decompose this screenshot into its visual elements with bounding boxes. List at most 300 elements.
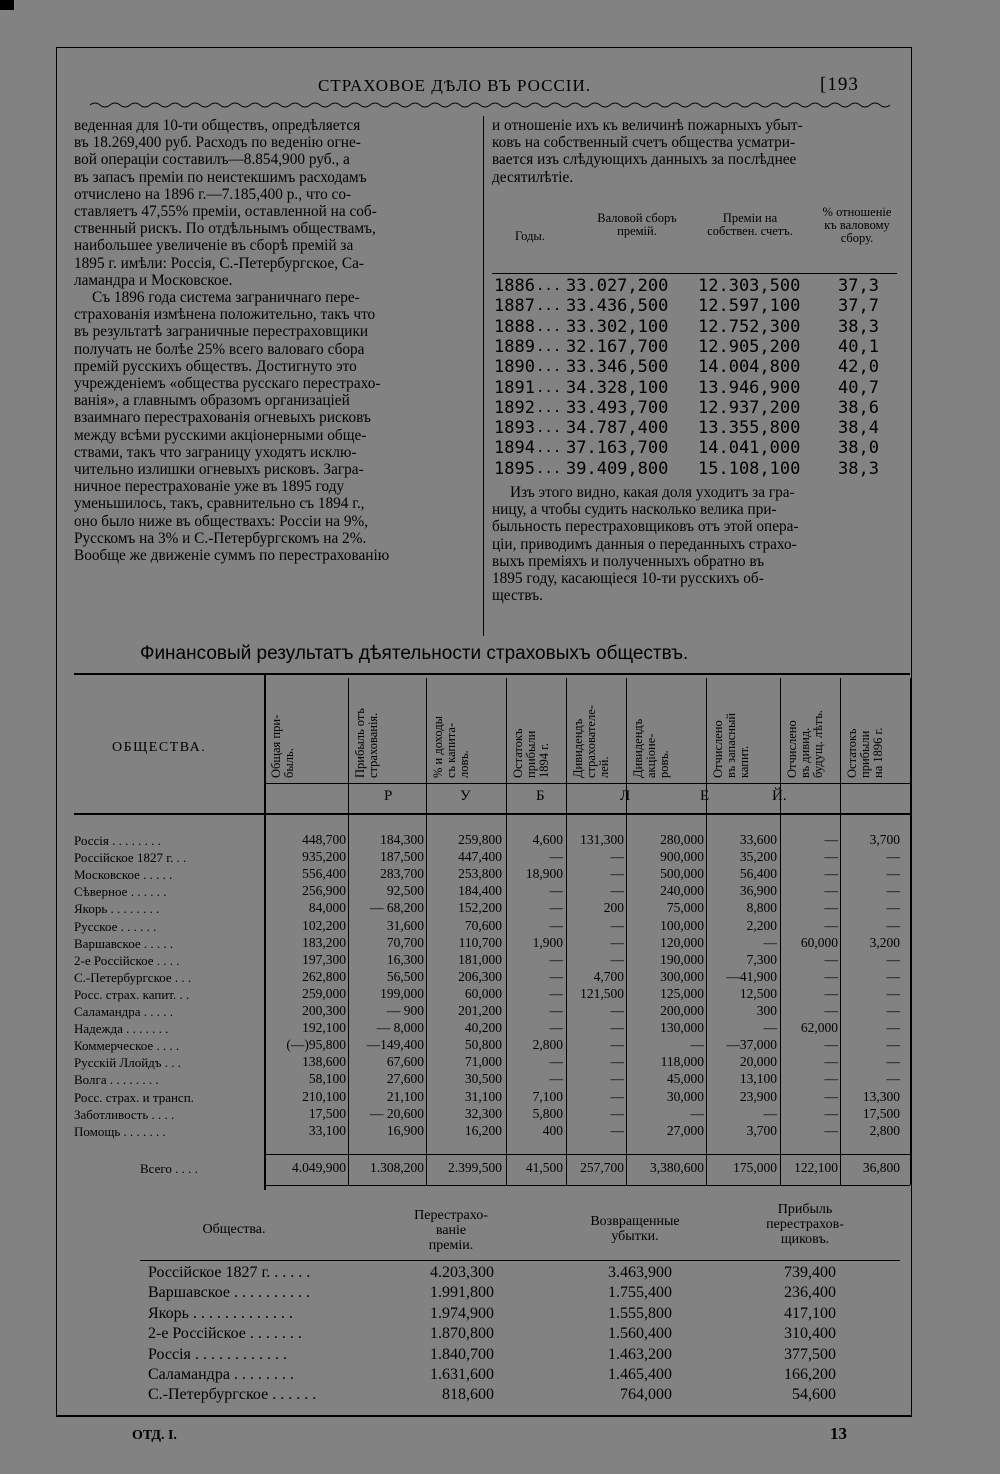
fin-cell: — 900 [386,1003,424,1018]
text-line: десятилѣтіе. [492,168,574,186]
fin-col-rule [910,678,911,1185]
fin-cell: 70,700 [386,934,424,950]
text-line: ществъ. [492,587,543,605]
gross-cell: 33.027,200 [566,276,669,296]
reins-cell: 166,200 [784,1366,836,1383]
fin-cell: 40,200 [464,1020,502,1036]
fin-cell: 200 [603,900,624,916]
text-line: наибольшее увеличеніе въ сборѣ премій за [74,237,354,255]
fin-header-bottom-rule [74,813,910,815]
reins-cell: 54,600 [792,1386,836,1404]
fin-cell: 199,000 [380,985,424,1001]
fin-cell: — 68,200 [370,900,424,916]
fin-col-header: Отчислено въ дивид. будущ. лѣтъ. [785,710,825,778]
footer-section-mark: ОТД. I. [132,1428,177,1443]
fin-cell: 70,600 [464,917,502,933]
years-header-year: Годы. [515,229,545,243]
fin-cell: 50,800 [464,1037,502,1053]
years-header-rule [492,273,897,274]
society-name: Росс. страх. и трансп. [74,1089,194,1105]
fin-cell: 500,000 [660,866,704,882]
society-name: Надежда . . . . . . . [74,1021,169,1037]
years-row [494,459,894,479]
fin-cell: — [824,1071,838,1087]
fin-cell: —149,400 [366,1037,424,1053]
fin-cell: 110,700 [458,934,502,950]
text-line: въ результатѣ заграничные перестраховщики [74,323,369,341]
fin-total-bottom-rule [264,1185,910,1186]
fin-cell: 27,000 [666,1122,704,1138]
fin-cell: 41,500 [525,1160,563,1175]
fin-cell: 181,000 [458,951,502,967]
fin-cell: 300,000 [660,968,704,984]
pct-cell: 38,3 [838,316,879,337]
fin-cell: — [610,849,624,865]
text-line: 1895 году, касающіеся 10-ти русскихъ об- [492,570,764,588]
own-cell: 12.752,300 [698,316,801,337]
fin-cell: 16,300 [386,951,424,967]
pct-cell: 40,1 [838,336,879,357]
fin-col-header: Прибыль отъ страхованія. [353,708,380,778]
unit-letter: Б [536,788,545,804]
fin-col-header: Отчислено въ запасный капит. [711,712,751,778]
fin-cell: 197,300 [302,951,346,967]
fin-cell: 3,380,600 [650,1160,704,1175]
fin-cell: — [824,849,838,865]
fin-cell: 2,200 [746,917,777,933]
year-cell: 1887 [494,296,535,317]
fin-cell: 18,900 [525,866,563,882]
page-number: [193 [820,74,859,95]
text-line: учрежденіемъ «общества русскаго перестрахо- [74,375,381,393]
gross-cell: 37.163,700 [566,438,669,459]
reins-cell: 1.463,200 [608,1345,672,1363]
left-text-column [74,117,474,564]
pct-cell: 38,0 [838,438,879,459]
leader-dots: ... [536,440,562,457]
reins-society: Россійское 1827 г. . . . . . [148,1264,311,1281]
year-cell: 1891 [494,377,535,398]
fin-cell: 2,800 [869,1122,900,1138]
fin-cell: 4,600 [532,832,563,847]
reins-header: Перестрахо- ваніе преміи. [414,1208,488,1253]
fin-cell: 556,400 [302,866,346,882]
fin-col-rule [840,678,841,1185]
fin-cell: 210,100 [302,1088,346,1104]
reins-cell: 1.755,400 [608,1284,672,1302]
text-line: 1895 г. имѣли: Россія, С.-Петербургское, Са- [74,254,365,272]
fin-cell: 200,300 [302,1003,346,1018]
fin-cell: — [824,1088,838,1104]
years-row [494,357,894,377]
years-row [494,276,894,296]
gross-cell: 33.436,500 [566,296,669,317]
fin-cell: — [824,1054,838,1070]
fin-col-rule [348,678,349,1185]
text-line: Изъ этого видно, какая доля уходитъ за гра- [510,484,795,501]
year-cell: 1886 [494,276,535,296]
society-name: Всего . . . . [140,1161,198,1176]
fin-cell: — [824,1122,838,1138]
reins-cell: 417,100 [784,1304,836,1322]
text-line: ственный рискъ. По отдѣльнымъ обществамъ, [74,220,376,238]
fin-cell: 240,000 [660,883,704,899]
reins-cell: 1.631,600 [430,1366,494,1383]
text-line: ціи, приводимъ данныя о переданныхъ страхо- [492,535,797,553]
fin-cell: 56,400 [739,866,777,882]
reins-cell: 1.870,800 [430,1325,494,1343]
header-wavy-rule [90,101,890,109]
reins-society: Якорь . . . . . . . . . . . . . [148,1304,293,1322]
reins-header: Прибыль перестрахов- щиковъ. [766,1202,844,1247]
fin-cell: 2.399,500 [448,1160,502,1175]
text-line: отчислено на 1896 г.—7.185,400 р., что со- [74,185,352,203]
fin-cell: 259,800 [458,832,502,847]
fin-cell: 130,000 [660,1020,704,1036]
society-name: Якорь . . . . . . . . [74,901,160,917]
fin-cell: — [763,934,777,950]
fin-cell: — [610,1071,624,1087]
fin-cell: — [886,968,900,984]
fin-cell: 84,000 [308,900,346,916]
text-line: и отношеніе ихъ къ величинѣ пожарныхъ убыт- [492,117,803,134]
society-name: Россійское 1827 г. . . [74,850,187,866]
fin-table-top-rule [74,673,910,675]
text-line: ванія», а главнымъ образомъ организаціей [74,392,350,410]
society-name: Коммерческое . . . . [74,1038,180,1054]
fin-cell: — [824,1003,838,1018]
fin-cell: — [610,1054,624,1070]
years-row [494,337,894,357]
fin-cell: 122,100 [794,1160,838,1175]
fin-cell: 200,000 [660,1003,704,1018]
fin-cell: 62,000 [800,1020,838,1036]
gross-cell: 39.409,800 [566,458,669,479]
scan-corner-mark [0,0,14,10]
fin-cell: — [610,1037,624,1053]
fin-cell: — [549,849,563,865]
fin-cell: 183,200 [302,934,346,950]
fin-cell: — [610,1122,624,1138]
text-line: ствами, такъ что заграницу уходятъ исклю- [74,443,357,461]
fin-cell: — [549,951,563,967]
text-line: Вообще же движеніе суммъ по перестрахованію [74,547,390,565]
fin-cell: 253,800 [458,866,502,882]
leader-dots: ... [536,359,562,376]
reins-cell: 764,000 [620,1386,672,1404]
fin-cell: 45,000 [666,1071,704,1087]
own-cell: 14.041,000 [698,438,801,459]
fin-cell: — [886,951,900,967]
fin-col-rule [506,678,507,1185]
society-name: Заботливость . . . . [74,1106,175,1122]
leader-dots: ... [536,399,562,416]
fin-cell: 1,900 [532,934,563,950]
fin-cell: (—)95,800 [286,1037,346,1053]
fin-cell: 201,200 [458,1003,502,1018]
footer-sheet-number: 13 [830,1424,847,1443]
fin-col-rule [264,673,266,1190]
fin-cell: 20,000 [739,1054,777,1070]
reins-society: Россія . . . . . . . . . . . . [148,1345,287,1363]
leader-dots: ... [536,420,562,437]
fin-cell: 27,600 [386,1071,424,1087]
fin-cell: 16,900 [386,1122,424,1138]
fin-cell: — [549,900,563,916]
own-cell: 15.108,100 [698,458,801,479]
years-row [494,418,894,438]
fin-cell: 36,900 [739,883,777,899]
society-name: Помощь . . . . . . . [74,1123,166,1139]
fin-cell: — [763,1105,777,1121]
fin-cell: 8,800 [746,900,777,916]
fin-cell: — [886,1003,900,1018]
fin-cell: 100,000 [660,917,704,933]
gross-cell: 34.787,400 [566,418,669,439]
fin-cell: — [824,832,838,847]
fin-cell: — [886,985,900,1001]
text-line: премій русскихъ обществъ. Достигнуто это [74,357,357,375]
fin-cell: — [886,1037,900,1053]
fin-cell: — [549,985,563,1001]
fin-cell: — [886,849,900,865]
fin-cell: — [886,1054,900,1070]
fin-col-rule [566,678,567,1185]
society-name: Русскій Ллойдъ . . . [74,1055,182,1071]
text-line: ставляетъ 47,55% преміи, оставленной на соб- [74,203,377,221]
fin-cell: — [690,1037,704,1053]
fin-col-rule [706,678,707,1185]
fin-cell: 120,000 [660,934,704,950]
fin-cell: 118,000 [660,1054,704,1070]
fin-cell: 17,500 [308,1105,346,1121]
fin-cell: — [824,985,838,1001]
fin-cell: 36,800 [862,1160,900,1175]
unit-letter: Е [700,788,710,804]
fin-table-title: Финансовый результатъ дѣятельности страховыхъ обществъ. [140,643,689,664]
fin-cell: 300 [756,1003,777,1018]
pct-cell: 38,3 [838,458,879,479]
running-title: СТРАХОВОЕ ДѢЛО ВЪ РОССІИ. [318,76,591,95]
year-cell: 1893 [494,418,535,439]
reins-cell: 310,400 [784,1325,836,1343]
society-name: Русское . . . . . . [74,918,157,934]
gross-cell: 32.167,700 [566,336,669,357]
pct-cell: 40,7 [838,377,879,398]
text-line: быльность перестраховщиковъ отъ этой опера- [492,518,799,536]
fin-cell: — [610,1105,624,1121]
society-name: Волга . . . . . . . . [74,1072,159,1088]
reins-cell: 3.463,900 [608,1264,672,1281]
years-header-pct: % отношеніе къ валовому сбору. [822,205,892,245]
reins-cell: 739,400 [784,1264,836,1281]
fin-cell: 131,300 [580,832,624,847]
fin-cell: — 8,000 [376,1020,424,1036]
fin-cell: 33,100 [308,1122,346,1138]
fin-cell: 30,500 [464,1071,502,1087]
fin-cell: — [824,968,838,984]
text-line: въ запасъ преміи по неистекшимъ расходамъ [74,168,367,186]
fin-cell: — [824,1037,838,1053]
fin-cell: 900,000 [660,849,704,865]
society-name: Росс. страх. капит. . . [74,986,190,1002]
own-cell: 12.303,500 [698,276,801,296]
text-line: Съ 1896 года система заграничнаго пере- [92,289,360,307]
text-line: чительно излишки огневыхъ рисковъ. Загра- [74,461,364,479]
fin-cell: — [610,1003,624,1018]
unit-letter: Й. [772,788,787,804]
society-name: С.-Петербургское . . . [74,969,192,985]
fin-cell: — 20,600 [370,1105,424,1121]
own-cell: 12.937,200 [698,397,801,418]
reins-society: Саламандра . . . . . . . . [148,1366,294,1383]
fin-cell: 262,800 [302,968,346,984]
fin-cell: — [549,1020,563,1036]
fin-cell: — [763,1020,777,1036]
fin-societies-header: ОБЩЕСТВА. [112,740,207,755]
fin-cell: 58,100 [308,1071,346,1087]
fin-cell: — [610,866,624,882]
fin-col-header: Остатокъ прибыли на 1896 г. [845,727,885,778]
fin-cell: —41,900 [726,968,777,984]
fin-cell: 56,500 [386,968,424,984]
years-row [494,378,894,398]
pct-cell: 37,7 [838,296,879,317]
fin-cell: 35,200 [739,849,777,865]
fin-cell: 125,000 [660,985,704,1001]
fin-cell: 4.049,900 [292,1160,346,1175]
fin-cell: 280,000 [660,832,704,847]
fin-col-rule [780,678,781,1185]
society-name: Варшавское . . . . . [74,935,174,951]
fin-cell: 31,100 [464,1088,502,1104]
reins-cell: 1.991,800 [430,1284,494,1302]
own-cell: 14.004,800 [698,357,801,378]
fin-cell: 184,300 [380,832,424,847]
leader-dots: ... [536,318,562,335]
years-row [494,398,894,418]
fin-cell: — [824,951,838,967]
fin-cell: — [610,934,624,950]
fin-cell: — [824,900,838,916]
reins-cell: 236,400 [784,1284,836,1302]
fin-cell: — [549,1003,563,1018]
own-cell: 13.946,900 [698,377,801,398]
text-line: ничное перестрахованіе уже въ 1895 году [74,478,345,496]
fin-col-rule [626,678,627,1185]
fin-cell: — [824,866,838,882]
fin-cell: 138,600 [302,1054,346,1070]
society-name: Саламандра . . . . . [74,1004,174,1019]
year-cell: 1888 [494,316,535,337]
fin-cell: — [610,917,624,933]
fin-cell: 21,100 [386,1088,424,1104]
leader-dots: ... [536,338,562,355]
reins-society: 2-е Россійское . . . . . . . [148,1325,302,1343]
right-intro-text [492,117,892,186]
fin-cell: — [610,1020,624,1036]
fin-cell: 7,100 [532,1088,563,1104]
text-line: получать не болѣе 25% всего валоваго сбора [74,340,365,358]
year-cell: 1895 [494,458,535,479]
fin-cell: — [610,951,624,967]
reins-cell: 1.560,400 [608,1325,672,1343]
fin-cell: — [610,1088,624,1104]
fin-col-rule [426,678,427,1185]
fin-col-header: Дивидендъ акціоне- ровъ. [631,718,671,778]
reins-cell: 1.974,900 [430,1304,494,1322]
fin-cell: 31,600 [386,917,424,933]
reins-cell: 1.465,400 [608,1366,672,1383]
fin-cell: 283,700 [380,866,424,882]
text-line: взаимнаго перестрахованія огневыхъ рисковъ [74,409,371,427]
fin-cell: 67,600 [386,1054,424,1070]
fin-cell: — [886,917,900,933]
fin-cell: 3,700 [869,832,900,847]
years-row [494,317,894,337]
fin-cell: — [610,883,624,899]
fin-cell: 13,300 [862,1088,900,1104]
fin-col-header: Общая при- быль. [269,714,296,778]
fin-cell: 184,400 [458,883,502,899]
fin-cell: 17,500 [862,1105,900,1121]
fin-cell: — [886,1020,900,1036]
fin-cell: 190,000 [660,951,704,967]
pct-cell: 42,0 [838,357,879,378]
fin-cell: — [886,1071,900,1087]
leader-dots: ... [536,298,562,315]
text-line: выхъ преміяхъ и полученныхъ обратно въ [492,552,765,570]
reins-cell: 1.555,800 [608,1304,672,1322]
fin-cell: 2,800 [532,1037,563,1053]
fin-cell: 102,200 [302,917,346,933]
leader-dots: ... [536,379,562,396]
fin-cell: 60,000 [464,985,502,1001]
fin-cell: 4,700 [593,968,624,984]
society-name: 2-е Россійское . . . . [74,952,180,968]
fin-cell: 192,100 [302,1020,346,1036]
years-header-own: Преміи на собствен. счетъ. [707,211,793,238]
fin-cell: 5,800 [532,1105,563,1121]
text-line: между всѣми русскими акціонерными обще- [74,426,367,444]
fin-cell: — [690,1105,704,1121]
fin-cell: 1.308,200 [370,1160,424,1175]
reins-header: Общества. [202,1222,266,1237]
year-cell: 1892 [494,397,535,418]
fin-cell: 12,500 [739,985,777,1001]
reins-society: С.-Петербургское . . . . . . [148,1386,317,1404]
reins-cell: 818,600 [442,1386,494,1404]
fin-cell: 121,500 [580,985,624,1001]
fin-cell: 16,200 [464,1122,502,1138]
text-line: ламандра и Московское. [74,271,233,289]
text-line: оно было ниже въ обществахъ: Россіи на 9%, [74,512,369,530]
fin-cell: 206,300 [458,968,502,984]
text-line: въ 18.269,400 руб. Расходъ по веденію огне- [74,134,361,152]
fin-header-mid-rule [264,783,910,784]
fin-cell: 152,200 [458,900,502,916]
fin-col-header: Остатокъ прибыли 1894 г. [511,728,551,778]
leader-dots: ... [536,460,562,477]
years-header-gross: Валовой сборъ премій. [597,211,677,238]
right-after-text [492,484,896,604]
fin-cell: 30,000 [666,1088,704,1104]
text-line: ковъ на собственный счетъ общества усматри- [492,134,796,152]
gross-cell: 33.302,100 [566,316,669,337]
fin-cell: 400 [542,1122,563,1138]
fin-cell: —37,000 [726,1037,777,1053]
text-line: страхованія измѣнена положительно, такъ что [74,306,376,324]
